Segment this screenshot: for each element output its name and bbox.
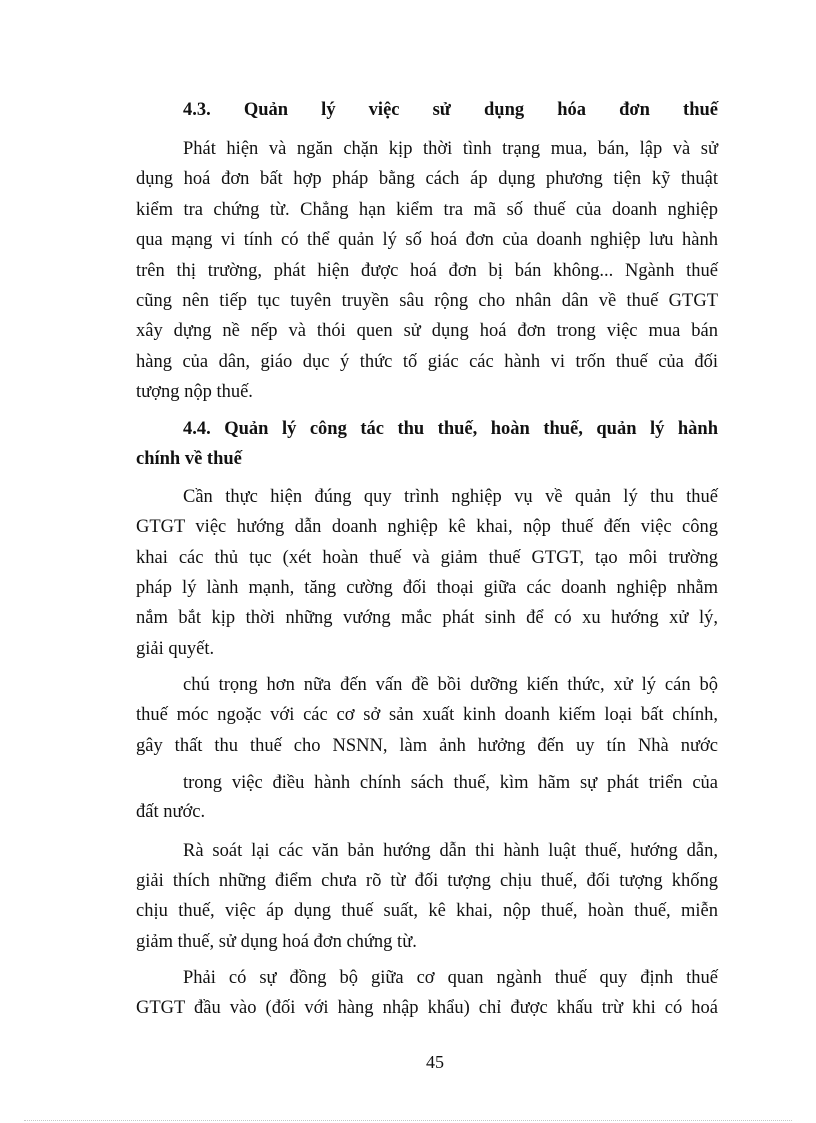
paragraph-line: kiểm tra chứng từ. Chẳng hạn kiểm tra mã số thuế của doanh nghiệp: [136, 200, 718, 220]
paragraph-line: GTGT đầu vào (đối với hàng nhập khẩu) chỉ được khấu trừ khi có hoá: [136, 998, 718, 1018]
paragraph-line: pháp lý lành mạnh, tăng cường đối thoại giữa các doanh nghiệp nhằm: [136, 578, 718, 598]
paragraph-line: dụng hoá đơn bất hợp pháp bằng cách áp dụng phương tiện kỹ thuật: [136, 169, 718, 189]
paragraph-line: Rà soát lại các văn bản hướng dẫn thi hành luật thuế, hướng dẫn,: [183, 841, 718, 861]
paragraph-line: đất nước.: [136, 802, 206, 822]
paragraph-line: qua mạng vi tính có thể quản lý số hoá đơn của doanh nghiệp lưu hành: [136, 230, 718, 250]
section-heading-4-3: 4.3. Quản lý việc sử dụng hóa đơn thuế: [183, 100, 718, 120]
paragraph-line: nắm bắt kịp thời những vướng mắc phát sinh để có xu hướng xử lý,: [136, 608, 718, 628]
paragraph-line: chịu thuế, việc áp dụng thuế suất, kê khai, nộp thuế, hoàn thuế, miễn: [136, 901, 718, 921]
paragraph-line: giải quyết.: [136, 639, 215, 659]
section-heading-4-4: 4.4. Quản lý công tác thu thuế, hoàn thuế, quản lý hành: [183, 419, 718, 439]
paragraph-line: Phải có sự đồng bộ giữa cơ quan ngành thuế quy định thuế: [183, 968, 718, 988]
paragraph-line: Phát hiện và ngăn chặn kịp thời tình trạng mua, bán, lập và sử: [183, 139, 718, 159]
paragraph-line: trên thị trường, phát hiện được hoá đơn bị bán không... Ngành thuế: [136, 261, 718, 281]
paragraph-line: trong việc điều hành chính sách thuế, kìm hãm sự phát triển của: [183, 773, 718, 793]
paragraph-line: gây thất thu thuế cho NSNN, làm ảnh hưởng đến uy tín Nhà nước: [136, 736, 718, 756]
paragraph-line: hàng của dân, giáo dục ý thức tố giác các hành vi trốn thuế của đối: [136, 352, 718, 372]
paragraph-line: cũng nên tiếp tục tuyên truyền sâu rộng cho nhân dân về thuế GTGT: [136, 291, 718, 311]
page-number: 45: [426, 1052, 444, 1072]
paragraph-line: GTGT việc hướng dẫn doanh nghiệp kê khai, nộp thuế đến việc công: [136, 517, 718, 537]
paragraph-line: tượng nộp thuế.: [136, 382, 253, 402]
paragraph-line: khai các thủ tục (xét hoàn thuế và giảm thuế GTGT, tạo môi trường: [136, 548, 718, 568]
paragraph-line: giảm thuế, sử dụng hoá đơn chứng từ.: [136, 932, 417, 952]
paragraph-line: giải thích những điểm chưa rõ từ đối tượng chịu thuế, đối tượng khống: [136, 871, 718, 891]
section-heading-4-4-cont: chính về thuế: [136, 449, 242, 469]
paragraph-line: Cần thực hiện đúng quy trình nghiệp vụ về quản lý thu thuế: [183, 487, 718, 507]
paragraph-line: chú trọng hơn nữa đến vấn đề bồi dưỡng kiến thức, xử lý cán bộ: [183, 675, 718, 695]
page-bottom-divider: [24, 1120, 792, 1121]
paragraph-line: thuế móc ngoặc với các cơ sở sản xuất kinh doanh kiếm loại bất chính,: [136, 705, 718, 725]
paragraph-line: xây dựng nề nếp và thói quen sử dụng hoá đơn trong việc mua bán: [136, 321, 718, 341]
